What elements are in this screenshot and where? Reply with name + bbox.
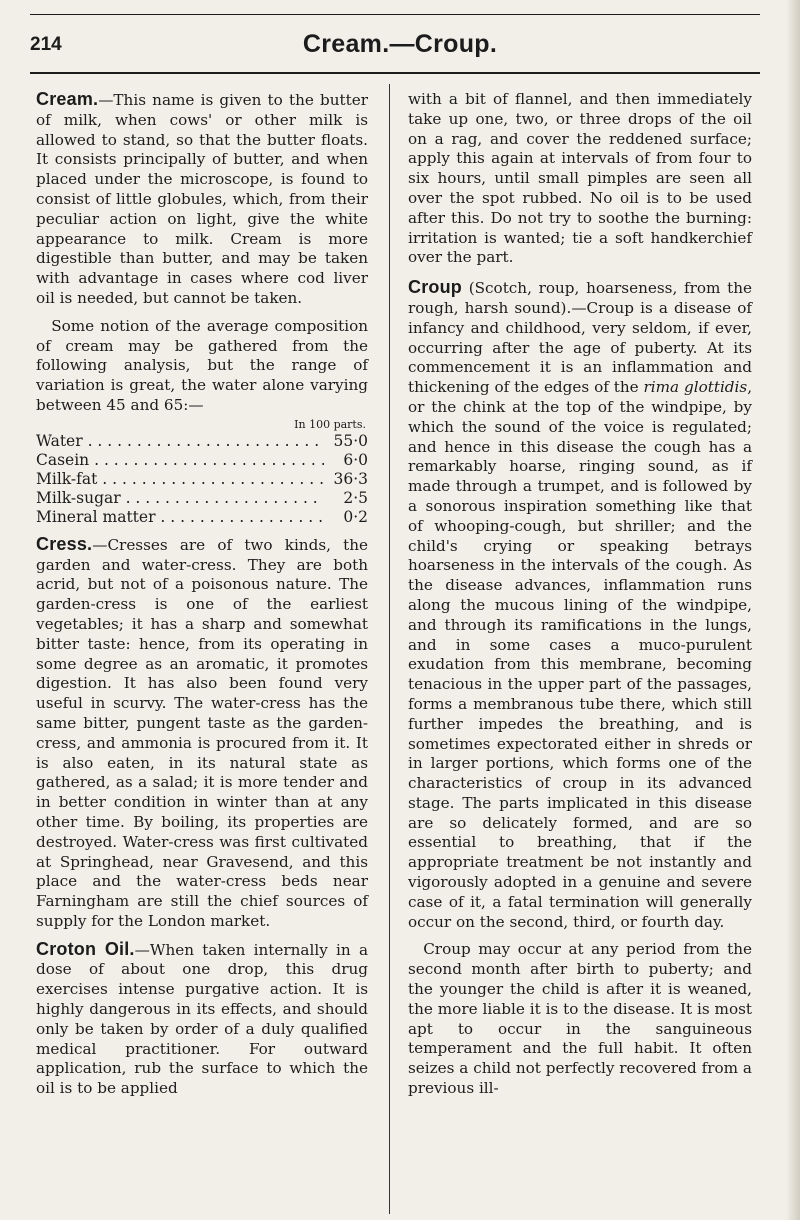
cream-text: —This name is given to the butter of milk, when cows' or other milk is allowed to stand, so that the butter floats. It consists principally of butter, and when placed under the microscope, is found to consist of little globules, which, from their peculiar action on light, give the white appearance to milk. Cream is more digestible than butter, and may be taken with advantage in cases where cod liver oil is needed, but cannot be taken.	[36, 91, 368, 307]
table-row	[36, 470, 368, 489]
header-rule	[30, 72, 760, 74]
entry-cress	[36, 535, 368, 932]
running-title: Cream.—Croup.	[302, 30, 498, 58]
headword-cress: Cress.	[36, 533, 93, 554]
croup-text-b: , or the chink at the top of the windpipe, by which the sound of the voice is regulated; and hence in this disease the cough has a remarkably hoarse, ringing sound, as if made through a trumpet, and is followed by a sonorous inspiration something like that of whooping-cough, but shriller; and the child's crying or speaking betrays hoarseness in the intervals of the cough. As the disease advances, inflammation runs along the mucous lining of the windpipe, and through its ramifications in the lungs, and in some cases a muco-purulent exudation from this membrane, becoming tenacious in the upper part of the passages, forms a membranous tube there, which still further impedes the breathing, and is sometimes expectorated either in shreds or in larger portions, which forms one of the characteristics of croup in its advanced stage. The parts implicated in this disease are so delicately formed, and are so essential to breathing, that if the appropriate treatment be not instantly and vigorously adopted in a genuine and severe case of it, a fatal termination will generally occur on the second, third, or fourth day.	[408, 378, 753, 931]
cream-composition-intro: Some notion of the average composition of cream may be gathered from the following analysis, but the range of variation is great, the water alone varying between 45 and 65:—	[36, 316, 368, 414]
croup-paragraph-2: Croup may occur at any period from the second month after birth to puberty; and the younger the child is after it is weaned, the more liable it is to the disease. It is most apt to occur in the sanguineous temperament and the full habit. It often seizes a child not perfectly recovered from a previous ill-	[408, 940, 752, 1098]
cress-text: —Cresses are of two kinds, the garden and water-cress. They are both acrid, but not of a poisonous nature. The garden-cress is one of the earliest vegetables; it has a sharp and somewhat bitter taste: hence, from its operating in some degree as an aromatic, it promotes digestion. It has also been found very useful in scurvy. The water-cress has the same bitter, pungent taste as the garden-cress, and ammonia is procured from it. It is also eaten, in its natural state as gathered, as a salad; it is more tender and in better condition in winter than at any other time. By boiling, its properties are destroyed. Water-cress was first cultivated at Springhead, near Gravesend, and this place and the water-cress beds near Farningham are still the chief sources of supply for the London market.	[36, 535, 368, 930]
row-label: Water . . .	[36, 432, 324, 451]
table-row	[36, 451, 368, 470]
page-edge-shadow	[786, 0, 800, 1220]
row-label: Mineral matter . . .	[36, 508, 324, 527]
table-row	[36, 432, 368, 451]
headword-croup: Croup	[408, 277, 462, 298]
croton-oil-text: —When taken internally in a dose of about one drop, this drug exercises intense purgative action. It is highly dangerous in its effects, and should only be taken by order of a duly qualified medical practitioner. For outward application, rub the surface to which the oil is to be applied	[36, 940, 368, 1098]
page-number: 214	[30, 34, 62, 55]
headword-cream: Cream.	[36, 89, 99, 109]
row-value: 55·0	[333, 431, 368, 450]
row-value: 0·2	[343, 507, 368, 526]
croup-text-a: (Scotch, roup, hoarseness, from the rough, harsh sound).—Croup is a disease of infancy and childhood, very seldom, if ever, occurring after the age of puberty. At its commencement it is an inflammation and thickening of the edges of the	[408, 279, 752, 397]
rima-glottidis-term: rima glottidis	[643, 378, 748, 397]
table-row	[36, 508, 368, 527]
row-label: Casein . . .	[36, 451, 324, 470]
entry-croup	[408, 278, 752, 932]
entry-croton-oil	[36, 940, 368, 1099]
left-column	[36, 90, 368, 1099]
headword-croton-oil: Croton Oil.	[36, 938, 135, 959]
row-value: 36·3	[333, 469, 368, 488]
right-column	[408, 90, 752, 1099]
row-label: Milk-sugar . . .	[36, 489, 324, 508]
cream-composition-table	[36, 418, 368, 527]
table-row	[36, 489, 368, 508]
row-value: 6·0	[343, 450, 368, 469]
column-divider	[389, 84, 390, 1214]
entry-cream	[36, 90, 368, 309]
top-rule	[30, 14, 760, 15]
croton-oil-continued: with a bit of flannel, and then immediately take up one, two, or three drops of the oil on a rag, and cover the reddened surface; apply this again at intervals of from four to six hours, until small pimples are seen all over the spot rubbed. No oil is to be used after this. Do not try to soothe the burning: irritation is wanted; tie a soft handkerchief over the part.	[408, 90, 752, 267]
table-unit-label: In 100 parts.	[294, 417, 366, 431]
row-value: 2·5	[343, 488, 368, 507]
row-label: Milk-fat . . .	[36, 470, 324, 489]
